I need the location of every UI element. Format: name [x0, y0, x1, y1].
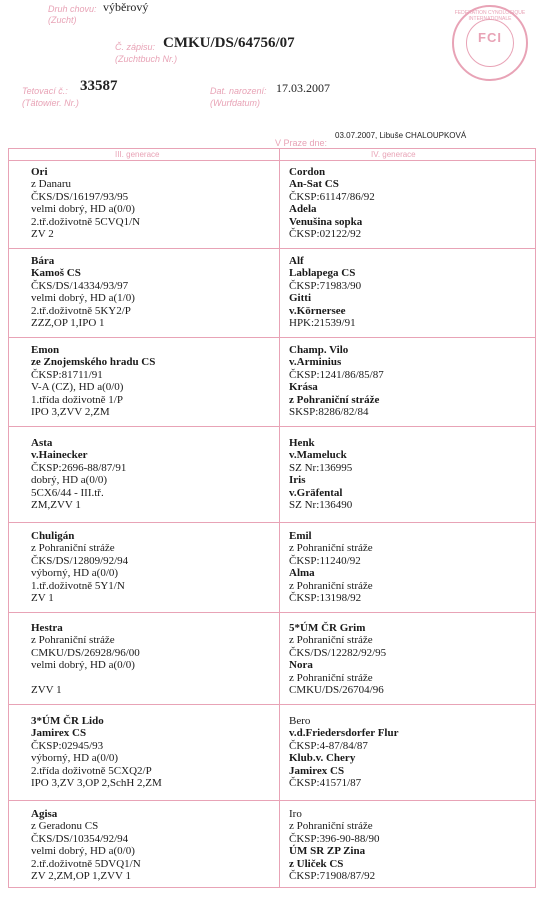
ancestor-cell-gen3: [31, 622, 281, 696]
dam-name: Krása: [289, 381, 318, 394]
ancestor-titles: ZVV 1: [31, 684, 62, 697]
birth-value: 17.03.2007: [276, 81, 330, 95]
ancestor-name: Ori: [31, 166, 48, 178]
sire-kennel: Lablapega CS: [289, 267, 356, 280]
ancestor-rating: velmi dobrý, HD a(1/0): [31, 292, 135, 305]
fci-seal: [452, 5, 528, 81]
ancestor-registry: ČKS/DS/16197/93/95: [31, 190, 129, 203]
dam-kennel: Jamirex CS: [289, 764, 345, 777]
sire-name: 5*ÚM ČR Grim: [289, 622, 366, 634]
sire-registry: ČKSP:4-87/84/87: [289, 739, 368, 752]
ancestor-cell-gen3: [31, 530, 281, 604]
registry-value: CMKU/DS/64756/07: [163, 35, 295, 51]
tattoo-label-de: (Tätowier. Nr.): [22, 98, 79, 108]
dam-name: Alma: [289, 567, 315, 580]
grid-bottom-line: [9, 887, 535, 888]
ancestor-cell-gen4: [289, 255, 539, 329]
dam-name: ÚM SR ZP Zina: [289, 845, 366, 858]
ancestor-class: 1.třída doživotně 1/P: [31, 393, 123, 406]
dam-registry: ČKSP:13198/92: [289, 592, 362, 605]
breed-type-label: Druh chovu:: [48, 4, 97, 14]
ancestor-cell-gen3: [31, 715, 281, 789]
ancestor-kennel: z Danaru: [31, 178, 72, 191]
grid-header-line: [9, 160, 535, 161]
row-divider: [9, 337, 535, 338]
dam-registry: SKSP:8286/82/84: [289, 406, 369, 419]
ancestor-registry: ČKS/DS/10354/92/94: [31, 832, 129, 845]
sire-registry: ČKSP:61147/86/92: [289, 190, 375, 203]
ancestor-kennel: z Geradonu CS: [31, 820, 99, 833]
sire-kennel: z Pohraniční stráže: [289, 634, 373, 647]
ancestor-cell-gen3: [31, 808, 281, 882]
sire-registry: SZ Nr:136995: [289, 461, 353, 474]
ancestor-titles: ZV 1: [31, 592, 54, 605]
row-divider: [9, 426, 535, 427]
ancestor-rating: dobrý, HD a(0/0): [31, 474, 108, 487]
ancestor-registry: ČKS/DS/12809/92/94: [31, 554, 129, 567]
birth-label-de: (Wurfdatum): [210, 98, 261, 108]
ancestor-registry: ČKSP:81711/91: [31, 368, 103, 381]
ancestor-cell-gen3: [31, 166, 281, 240]
ancestor-name: Chuligán: [31, 530, 75, 542]
ancestor-kennel: Kamoš CS: [31, 267, 81, 280]
dam-name: Nora: [289, 659, 313, 672]
row-divider: [9, 522, 535, 523]
sire-registry: ČKSP:396-90-88/90: [289, 832, 380, 845]
grid-top-line: [9, 148, 535, 149]
dam-registry: ČKSP:02122/92: [289, 228, 362, 241]
ancestor-cell-gen4: [289, 622, 539, 696]
ancestor-registry: CMKU/DS/26928/96/00: [31, 646, 140, 659]
ancestor-rating: V-A (CZ), HD a(0/0): [31, 381, 124, 394]
ancestor-rating: velmi dobrý, HD a(0/0): [31, 203, 135, 216]
ancestor-titles: ZM,ZVV 1: [31, 499, 81, 512]
ancestor-name: Emon: [31, 344, 60, 356]
place-label: V Praze dne:: [275, 138, 328, 148]
ancestor-cell-gen4: [289, 808, 539, 882]
ancestor-cell-gen3: [31, 255, 281, 329]
sire-name: Henk: [289, 437, 315, 449]
ancestor-registry: ČKS/DS/14334/93/97: [31, 279, 129, 292]
dam-kennel: z Pohraniční stráže: [289, 393, 380, 406]
ancestor-cell-gen3: [31, 344, 281, 418]
sire-name: Iro: [289, 808, 302, 820]
ancestor-class: 5CX6/44 - III.tř.: [31, 486, 104, 499]
ancestor-class: 2.tř.doživotně 5KY2/P: [31, 304, 131, 317]
dam-registry: SZ Nr:136490: [289, 499, 353, 512]
row-divider: [9, 800, 535, 801]
signature-line: 03.07.2007, Libuše CHALOUPKOVÁ: [335, 131, 467, 140]
ancestor-rating: velmi dobrý, HD a(0/0): [31, 659, 135, 672]
sire-name: Alf: [289, 255, 304, 267]
dam-registry: HPK:21539/91: [289, 317, 356, 330]
sire-name: Cordon: [289, 166, 326, 178]
dam-name: Klub.v. Chery: [289, 752, 356, 765]
sire-name: Champ. Vilo: [289, 344, 349, 356]
ancestor-titles: IPO 3,ZV 3,OP 2,SchH 2,ZM: [31, 777, 162, 790]
ancestor-cell-gen4: [289, 166, 539, 240]
sire-kennel: An-Sat CS: [289, 178, 339, 191]
sire-kennel: v.Mameluck: [289, 449, 347, 462]
sire-kennel: z Pohraniční stráže: [289, 542, 373, 555]
column-header-gen3: III. generace: [115, 150, 160, 159]
ancestor-class: 1.tř.doživotně 5Y1/N: [31, 579, 125, 592]
tattoo-label: Tetovací č.:: [22, 86, 68, 96]
breed-type-value: výběrový: [103, 0, 149, 14]
ancestor-titles: IPO 3,ZVV 2,ZM: [31, 406, 110, 419]
ancestor-titles: ZZZ,OP 1,IPO 1: [31, 317, 105, 330]
ancestor-titles: ZV 2,ZM,OP 1,ZVV 1: [31, 870, 132, 883]
sire-kennel: v.d.Friedersdorfer Flur: [289, 727, 399, 740]
row-divider: [9, 704, 535, 705]
sire-registry: ČKSP:1241/86/85/87: [289, 368, 384, 381]
breed-type-label-de: (Zucht): [48, 15, 77, 25]
dam-kennel: Venušina sopka: [289, 215, 363, 228]
sire-registry: ČKSP:71983/90: [289, 279, 362, 292]
ancestor-class: [31, 672, 281, 684]
sire-name: Emil: [289, 530, 312, 542]
row-divider: [9, 248, 535, 249]
ancestor-kennel: z Pohraniční stráže: [31, 542, 115, 555]
ancestor-class: 2.tř.doživotně 5CVQ1/N: [31, 215, 141, 228]
birth-label: Dat. narození:: [210, 86, 267, 96]
ancestor-kennel: ze Znojemského hradu CS: [31, 356, 156, 369]
ancestor-name: Hestra: [31, 622, 63, 634]
ancestor-cell-gen4: [289, 437, 539, 511]
registry-label: Č. zápisu:: [115, 42, 156, 52]
dam-kennel: v.Körnersee: [289, 304, 346, 317]
ancestor-kennel: v.Hainecker: [31, 449, 88, 462]
sire-registry: ČKSP:11240/92: [289, 554, 361, 567]
sire-registry: ČKS/DS/12282/92/95: [289, 646, 387, 659]
ancestor-rating: výborný, HD a(0/0): [31, 752, 119, 765]
fci-seal-ring-text: FEDERATION CYNOLOGIQUE INTERNATIONALE: [454, 10, 526, 22]
dam-kennel: z Pohraniční stráže: [289, 671, 373, 684]
dam-name: Gitti: [289, 292, 311, 305]
dam-kennel: v.Gräfental: [289, 486, 343, 499]
dam-registry: CMKU/DS/26704/96: [289, 684, 384, 697]
dam-name: Adela: [289, 203, 317, 216]
ancestor-cell-gen4: [289, 344, 539, 418]
column-header-gen4: IV. generace: [371, 150, 416, 159]
fci-seal-text: FCI: [478, 30, 502, 45]
sire-kennel: v.Arminius: [289, 356, 342, 369]
ancestor-name: Asta: [31, 437, 53, 449]
tattoo-value: 33587: [80, 78, 118, 94]
dam-registry: ČKSP:41571/87: [289, 777, 362, 790]
dam-kennel: z Pohraniční stráže: [289, 579, 373, 592]
ancestor-class: 2.tř.doživotně 5DVQ1/N: [31, 857, 141, 870]
ancestor-registry: ČKSP:02945/93: [31, 739, 104, 752]
sire-name: Bero: [289, 715, 311, 727]
ancestor-cell-gen4: [289, 715, 539, 789]
ancestor-kennel: Jamirex CS: [31, 727, 87, 740]
ancestor-name: Bára: [31, 255, 55, 267]
pedigree-grid: [8, 148, 536, 888]
ancestor-cell-gen3: [31, 437, 281, 511]
ancestor-titles: ZV 2: [31, 228, 54, 241]
row-divider: [9, 612, 535, 613]
ancestor-rating: velmi dobrý, HD a(0/0): [31, 845, 135, 858]
ancestor-registry: ČKSP:2696-88/87/91: [31, 461, 127, 474]
dam-registry: ČKSP:71908/87/92: [289, 870, 376, 883]
dam-name: Iris: [289, 474, 306, 487]
sire-kennel: z Pohraniční stráže: [289, 820, 373, 833]
ancestor-cell-gen4: [289, 530, 539, 604]
ancestor-class: 2.třída doživotně 5CXQ2/P: [31, 764, 152, 777]
ancestor-name: Agisa: [31, 808, 58, 820]
ancestor-rating: výborný, HD a(0/0): [31, 567, 119, 580]
registry-label-de: (Zuchtbuch Nr.): [115, 54, 178, 64]
dam-kennel: z Uliček CS: [289, 857, 344, 870]
ancestor-name: 3*ÚM ČR Lido: [31, 715, 104, 727]
ancestor-kennel: z Pohraniční stráže: [31, 634, 115, 647]
